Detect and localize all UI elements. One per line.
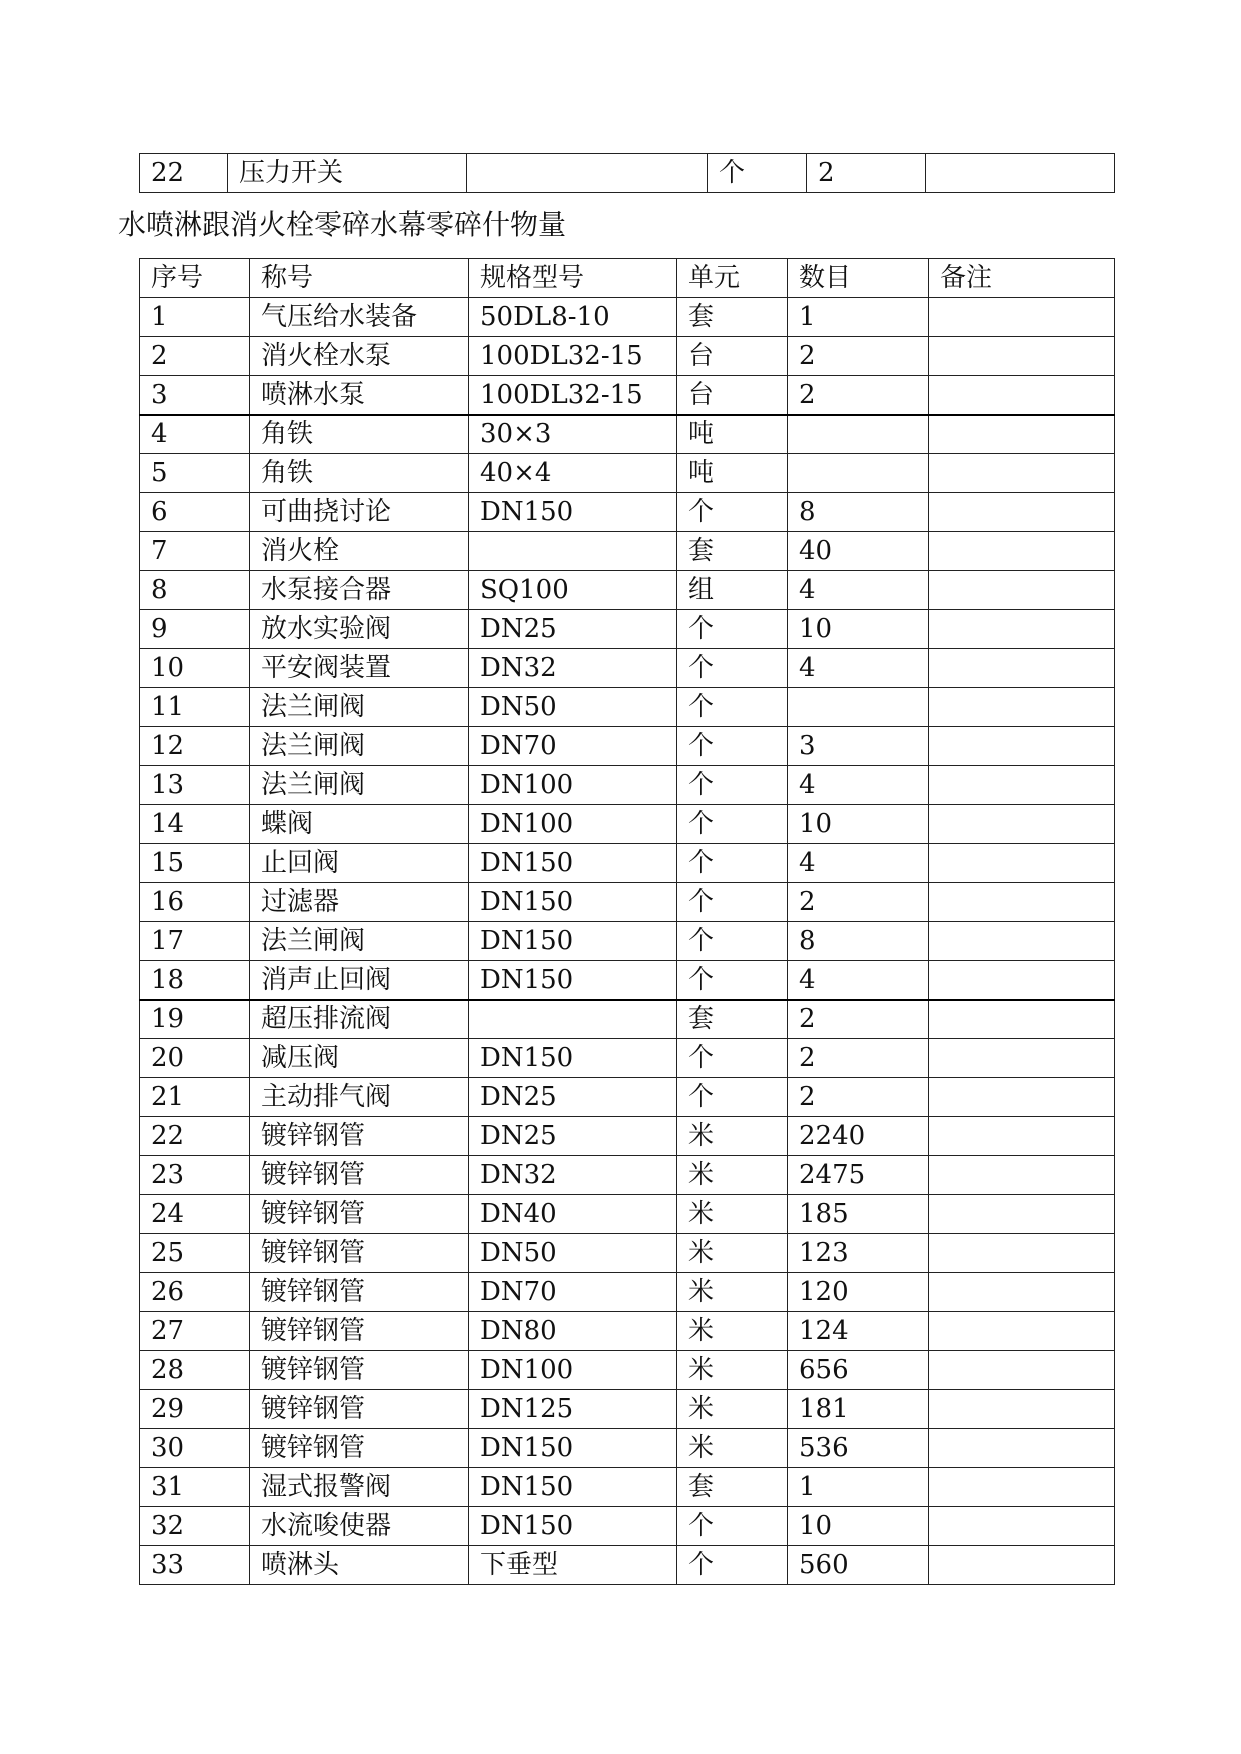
- cell-remarks: [929, 1429, 1115, 1468]
- table-row: [140, 649, 1115, 688]
- cell-unit: 个: [677, 493, 788, 532]
- cell-spec: DN100: [469, 766, 677, 805]
- cell-index: 8: [140, 571, 250, 610]
- cell-name: 减压阀: [250, 1039, 469, 1078]
- cell-unit: 个: [677, 649, 788, 688]
- cell-name: 主动排气阀: [250, 1078, 469, 1117]
- cell-index: 9: [140, 610, 250, 649]
- table-row: [140, 766, 1115, 805]
- cell-unit: 个: [677, 922, 788, 961]
- cell-remarks: [929, 1078, 1115, 1117]
- cell-remarks: [929, 922, 1115, 961]
- cell-unit: 米: [677, 1351, 788, 1390]
- cell-index: 24: [140, 1195, 250, 1234]
- table-row: [140, 1195, 1115, 1234]
- cell-quantity: 40: [788, 532, 929, 571]
- cell-spec: 100DL32-15: [469, 376, 677, 415]
- cell-remarks: [929, 1390, 1115, 1429]
- cell-name: 蝶阀: [250, 805, 469, 844]
- cell-remarks: [929, 1117, 1115, 1156]
- cell-spec: 30×3: [469, 415, 677, 454]
- cell-quantity: 2: [788, 883, 929, 922]
- cell-remarks: [926, 154, 1115, 193]
- cell-quantity: 2: [788, 1000, 929, 1039]
- table-row: [140, 1429, 1115, 1468]
- cell-name: 法兰闸阀: [250, 922, 469, 961]
- header-quantity: 数目: [788, 259, 929, 298]
- cell-unit: 套: [677, 298, 788, 337]
- cell-index: 14: [140, 805, 250, 844]
- header-spec: 规格型号: [469, 259, 677, 298]
- cell-unit: 个: [677, 805, 788, 844]
- cell-quantity: 2: [788, 1039, 929, 1078]
- cell-spec: DN50: [469, 688, 677, 727]
- cell-quantity: 2475: [788, 1156, 929, 1195]
- cell-index: 13: [140, 766, 250, 805]
- cell-index: 33: [140, 1546, 250, 1585]
- cell-quantity: 8: [788, 493, 929, 532]
- cell-quantity: 536: [788, 1429, 929, 1468]
- cell-index: 15: [140, 844, 250, 883]
- cell-spec: DN100: [469, 1351, 677, 1390]
- cell-index: 29: [140, 1390, 250, 1429]
- cell-remarks: [929, 415, 1115, 454]
- cell-spec: DN150: [469, 1039, 677, 1078]
- cell-name: 镀锌钢管: [250, 1351, 469, 1390]
- cell-unit: 个: [677, 1078, 788, 1117]
- cell-remarks: [929, 1195, 1115, 1234]
- cell-remarks: [929, 1546, 1115, 1585]
- cell-index: 6: [140, 493, 250, 532]
- cell-unit: 米: [677, 1234, 788, 1273]
- cell-quantity: 2: [807, 154, 926, 193]
- materials-table-body: [140, 298, 1115, 1585]
- table-row: [140, 610, 1115, 649]
- cell-spec: DN32: [469, 649, 677, 688]
- table-row: [140, 1390, 1115, 1429]
- cell-unit: 个: [677, 883, 788, 922]
- cell-quantity: 1: [788, 298, 929, 337]
- cell-spec: DN150: [469, 1429, 677, 1468]
- cell-unit: 米: [677, 1117, 788, 1156]
- cell-index: 16: [140, 883, 250, 922]
- cell-name: 喷淋头: [250, 1546, 469, 1585]
- cell-name: 消声止回阀: [250, 961, 469, 1000]
- cell-name: 角铁: [250, 454, 469, 493]
- cell-spec: DN150: [469, 844, 677, 883]
- cell-name: 角铁: [250, 415, 469, 454]
- cell-remarks: [929, 454, 1115, 493]
- table-row: [140, 154, 1115, 193]
- cell-spec: DN150: [469, 493, 677, 532]
- cell-index: 1: [140, 298, 250, 337]
- cell-index: 20: [140, 1039, 250, 1078]
- table-row: [140, 1507, 1115, 1546]
- cell-name: 超压排流阀: [250, 1000, 469, 1039]
- table-row: [140, 337, 1115, 376]
- cell-unit: 米: [677, 1390, 788, 1429]
- cell-quantity: 2240: [788, 1117, 929, 1156]
- cell-unit: 套: [677, 1468, 788, 1507]
- cell-remarks: [929, 727, 1115, 766]
- header-index: 序号: [140, 259, 250, 298]
- cell-quantity: 120: [788, 1273, 929, 1312]
- table-row: [140, 1468, 1115, 1507]
- cell-remarks: [929, 376, 1115, 415]
- cell-name: 水泵接合器: [250, 571, 469, 610]
- cell-index: 17: [140, 922, 250, 961]
- table-row: [140, 532, 1115, 571]
- cell-remarks: [929, 649, 1115, 688]
- cell-name: 镀锌钢管: [250, 1234, 469, 1273]
- cell-name: 水流唆使器: [250, 1507, 469, 1546]
- cell-remarks: [929, 571, 1115, 610]
- cell-name: 平安阀装置: [250, 649, 469, 688]
- cell-index: 5: [140, 454, 250, 493]
- cell-spec: DN32: [469, 1156, 677, 1195]
- cell-unit: 个: [677, 688, 788, 727]
- cell-unit: 个: [677, 1546, 788, 1585]
- cell-quantity: 4: [788, 961, 929, 1000]
- table-row: [140, 298, 1115, 337]
- table-row: [140, 805, 1115, 844]
- cell-quantity: 656: [788, 1351, 929, 1390]
- table-row: [140, 1546, 1115, 1585]
- cell-name: 消火栓水泵: [250, 337, 469, 376]
- table-row: [140, 376, 1115, 415]
- cell-remarks: [929, 844, 1115, 883]
- cell-quantity: [788, 454, 929, 493]
- cell-remarks: [929, 766, 1115, 805]
- cell-spec: DN25: [469, 1078, 677, 1117]
- cell-quantity: 4: [788, 766, 929, 805]
- cell-index: 18: [140, 961, 250, 1000]
- cell-remarks: [929, 1039, 1115, 1078]
- cell-unit: 米: [677, 1156, 788, 1195]
- cell-unit: 个: [677, 1039, 788, 1078]
- cell-quantity: 10: [788, 1507, 929, 1546]
- cell-quantity: 1: [788, 1468, 929, 1507]
- table-header-row: [140, 259, 1115, 298]
- header-remarks: 备注: [929, 259, 1115, 298]
- cell-name: 法兰闸阀: [250, 727, 469, 766]
- cell-remarks: [929, 1156, 1115, 1195]
- cell-remarks: [929, 1312, 1115, 1351]
- cell-spec: [469, 532, 677, 571]
- table-row: [140, 1312, 1115, 1351]
- cell-name: 镀锌钢管: [250, 1156, 469, 1195]
- cell-name: 镀锌钢管: [250, 1195, 469, 1234]
- cell-spec: DN80: [469, 1312, 677, 1351]
- table-row: [140, 571, 1115, 610]
- cell-spec: DN25: [469, 610, 677, 649]
- cell-index: 25: [140, 1234, 250, 1273]
- cell-unit: 个: [677, 844, 788, 883]
- cell-quantity: 181: [788, 1390, 929, 1429]
- cell-name: 可曲挠讨论: [250, 493, 469, 532]
- cell-name: 镀锌钢管: [250, 1390, 469, 1429]
- cell-quantity: 185: [788, 1195, 929, 1234]
- table-row: [140, 1234, 1115, 1273]
- cell-unit: 个: [677, 610, 788, 649]
- cell-index: 22: [140, 154, 228, 193]
- cell-spec: DN150: [469, 883, 677, 922]
- cell-unit: 米: [677, 1195, 788, 1234]
- cell-quantity: 4: [788, 571, 929, 610]
- cell-unit: 个: [677, 727, 788, 766]
- cell-spec: DN40: [469, 1195, 677, 1234]
- cell-remarks: [929, 610, 1115, 649]
- materials-table: [139, 258, 1115, 1585]
- cell-remarks: [929, 688, 1115, 727]
- section-title: 水喷淋跟消火栓零碎水幕零碎什物量: [118, 208, 567, 241]
- table-row: [140, 922, 1115, 961]
- cell-spec: DN25: [469, 1117, 677, 1156]
- cell-index: 12: [140, 727, 250, 766]
- cell-remarks: [929, 493, 1115, 532]
- cell-index: 30: [140, 1429, 250, 1468]
- cell-remarks: [929, 337, 1115, 376]
- cell-spec: DN150: [469, 922, 677, 961]
- cell-remarks: [929, 1000, 1115, 1039]
- cell-index: 26: [140, 1273, 250, 1312]
- cell-unit: 米: [677, 1312, 788, 1351]
- cell-quantity: 4: [788, 649, 929, 688]
- cell-unit: 个: [677, 961, 788, 1000]
- cell-name: 消火栓: [250, 532, 469, 571]
- cell-unit: 个: [677, 766, 788, 805]
- cell-quantity: 124: [788, 1312, 929, 1351]
- cell-unit: 米: [677, 1429, 788, 1468]
- table-row: [140, 454, 1115, 493]
- cell-spec: SQ100: [469, 571, 677, 610]
- cell-unit: 吨: [677, 415, 788, 454]
- cell-name: 放水实验阀: [250, 610, 469, 649]
- cell-index: 4: [140, 415, 250, 454]
- cell-remarks: [929, 883, 1115, 922]
- cell-quantity: 560: [788, 1546, 929, 1585]
- cell-remarks: [929, 961, 1115, 1000]
- cell-index: 22: [140, 1117, 250, 1156]
- cell-spec: 40×4: [469, 454, 677, 493]
- cell-unit: 台: [677, 376, 788, 415]
- cell-spec: DN70: [469, 727, 677, 766]
- cell-name: 镀锌钢管: [250, 1312, 469, 1351]
- cell-spec: [467, 154, 708, 193]
- cell-remarks: [929, 1468, 1115, 1507]
- cell-quantity: [788, 688, 929, 727]
- cell-index: 2: [140, 337, 250, 376]
- cell-remarks: [929, 298, 1115, 337]
- cell-unit: 套: [677, 532, 788, 571]
- table-row: [140, 493, 1115, 532]
- cell-index: 7: [140, 532, 250, 571]
- cell-index: 28: [140, 1351, 250, 1390]
- cell-remarks: [929, 805, 1115, 844]
- cell-name: 镀锌钢管: [250, 1429, 469, 1468]
- cell-name: 过滤器: [250, 883, 469, 922]
- table-row: [140, 415, 1115, 454]
- cell-quantity: 3: [788, 727, 929, 766]
- cell-name: 法兰闸阀: [250, 688, 469, 727]
- cell-quantity: 2: [788, 376, 929, 415]
- cell-spec: DN50: [469, 1234, 677, 1273]
- table-row: [140, 1078, 1115, 1117]
- cell-index: 27: [140, 1312, 250, 1351]
- cell-name: 镀锌钢管: [250, 1273, 469, 1312]
- table-row: [140, 688, 1115, 727]
- cell-quantity: 2: [788, 337, 929, 376]
- cell-index: 32: [140, 1507, 250, 1546]
- cell-unit: 吨: [677, 454, 788, 493]
- table-row: [140, 1351, 1115, 1390]
- cell-name: 气压给水装备: [250, 298, 469, 337]
- table-row: [140, 727, 1115, 766]
- table-row: [140, 961, 1115, 1000]
- table-row: [140, 1039, 1115, 1078]
- cell-spec: [469, 1000, 677, 1039]
- cell-name: 止回阀: [250, 844, 469, 883]
- cell-spec: 下垂型: [469, 1546, 677, 1585]
- cell-unit: 个: [708, 154, 807, 193]
- cell-spec: DN100: [469, 805, 677, 844]
- cell-spec: DN150: [469, 961, 677, 1000]
- cell-remarks: [929, 1273, 1115, 1312]
- cell-quantity: 4: [788, 844, 929, 883]
- cell-index: 31: [140, 1468, 250, 1507]
- table-row: [140, 844, 1115, 883]
- cell-name: 镀锌钢管: [250, 1117, 469, 1156]
- cell-quantity: 10: [788, 610, 929, 649]
- cell-index: 3: [140, 376, 250, 415]
- cell-remarks: [929, 1351, 1115, 1390]
- cell-unit: 米: [677, 1273, 788, 1312]
- cell-quantity: 8: [788, 922, 929, 961]
- cell-index: 10: [140, 649, 250, 688]
- cell-remarks: [929, 532, 1115, 571]
- header-unit: 单元: [677, 259, 788, 298]
- table-row: [140, 883, 1115, 922]
- cell-index: 11: [140, 688, 250, 727]
- cell-name: 压力开关: [228, 154, 467, 193]
- table-row: [140, 1156, 1115, 1195]
- cell-name: 湿式报警阀: [250, 1468, 469, 1507]
- cell-remarks: [929, 1234, 1115, 1273]
- cell-quantity: [788, 415, 929, 454]
- cell-spec: DN150: [469, 1507, 677, 1546]
- previous-table-fragment: [139, 153, 1115, 193]
- cell-index: 21: [140, 1078, 250, 1117]
- cell-index: 23: [140, 1156, 250, 1195]
- cell-unit: 个: [677, 1507, 788, 1546]
- cell-unit: 台: [677, 337, 788, 376]
- table-row: [140, 1117, 1115, 1156]
- cell-index: 19: [140, 1000, 250, 1039]
- cell-unit: 组: [677, 571, 788, 610]
- cell-spec: 100DL32-15: [469, 337, 677, 376]
- cell-name: 喷淋水泵: [250, 376, 469, 415]
- cell-spec: DN70: [469, 1273, 677, 1312]
- header-name: 称号: [250, 259, 469, 298]
- cell-quantity: 10: [788, 805, 929, 844]
- table-row: [140, 1273, 1115, 1312]
- cell-spec: 50DL8-10: [469, 298, 677, 337]
- table-row: [140, 1000, 1115, 1039]
- cell-unit: 套: [677, 1000, 788, 1039]
- cell-spec: DN125: [469, 1390, 677, 1429]
- previous-table-body: [140, 154, 1115, 193]
- cell-spec: DN150: [469, 1468, 677, 1507]
- cell-quantity: 2: [788, 1078, 929, 1117]
- cell-name: 法兰闸阀: [250, 766, 469, 805]
- cell-quantity: 123: [788, 1234, 929, 1273]
- cell-remarks: [929, 1507, 1115, 1546]
